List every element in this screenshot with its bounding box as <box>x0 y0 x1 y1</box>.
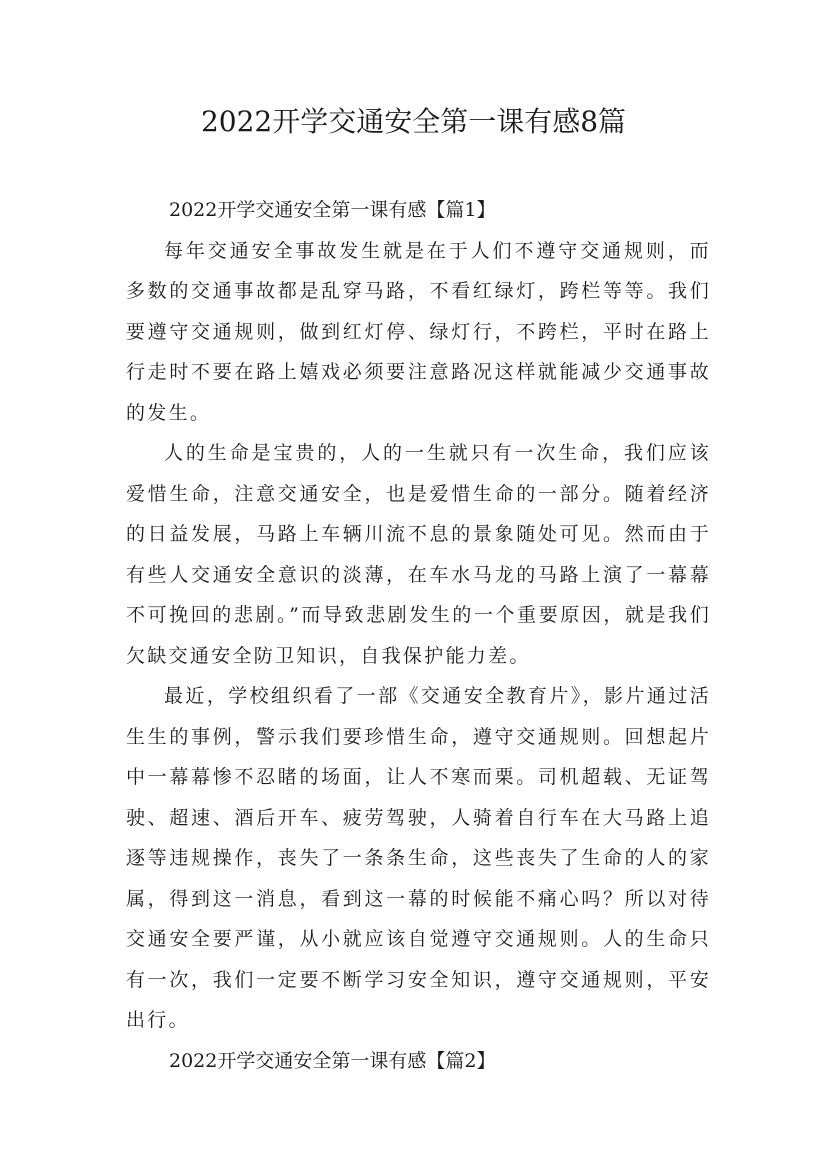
section-heading-1: 2022开学交通安全第一课有感【篇1】 <box>169 199 496 221</box>
paragraph-3: 最近，学校组织看了一部《交通安全教育片》，影片通过活生生的事例，警示我们要珍惜生命，遵守交通规则。回想起片中一幕幕惨不忍睹的场面，让人不寒而栗。司机超载、无证驾驶、超速、酒后开车、疲劳驾驶，人骑着自行车在大马路上追逐等违规操作，丧失了一条条生命，这些丧失了生命的人的家属，得到这一消息，看到这一幕的时候能不痛心吗？所以对待交通安全要严谨，从小就应该自觉遵守交通规则。人的生命只有一次，我们一定要不断学习安全知识，遵守交通规则，平安出行。 <box>126 685 711 1031</box>
section-heading-2: 2022开学交通安全第一课有感【篇2】 <box>169 1049 496 1072</box>
paragraph-1: 每年交通安全事故发生就是在于人们不遵守交通规则，而多数的交通事故都是乱穿马路，不看红绿灯，跨栏等等。我们要遵守交通规则，做到红灯停、绿灯行，不跨栏，平时在路上行走时不要在路上嬉戏必须要注意路况这样就能减少交通事故的发生。 <box>126 239 711 424</box>
paragraph-2: 人的生命是宝贵的，人的一生就只有一次生命，我们应该爱惜生命，注意交通安全，也是爱惜生命的一部分。随着经济的日益发展，马路上车辆川流不息的景象随处可见。然而由于有些人交通安全意识的淡薄，在车水马龙的马路上演了一幕幕不可挽回的悲剧。”而导致悲剧发生的一个重要原因，就是我们欠缺交通安全防卫知识，自我保护能力差。 <box>126 442 711 667</box>
page-title: 2022开学交通安全第一课有感8篇 <box>200 105 627 138</box>
document-body <box>126 190 711 1081</box>
